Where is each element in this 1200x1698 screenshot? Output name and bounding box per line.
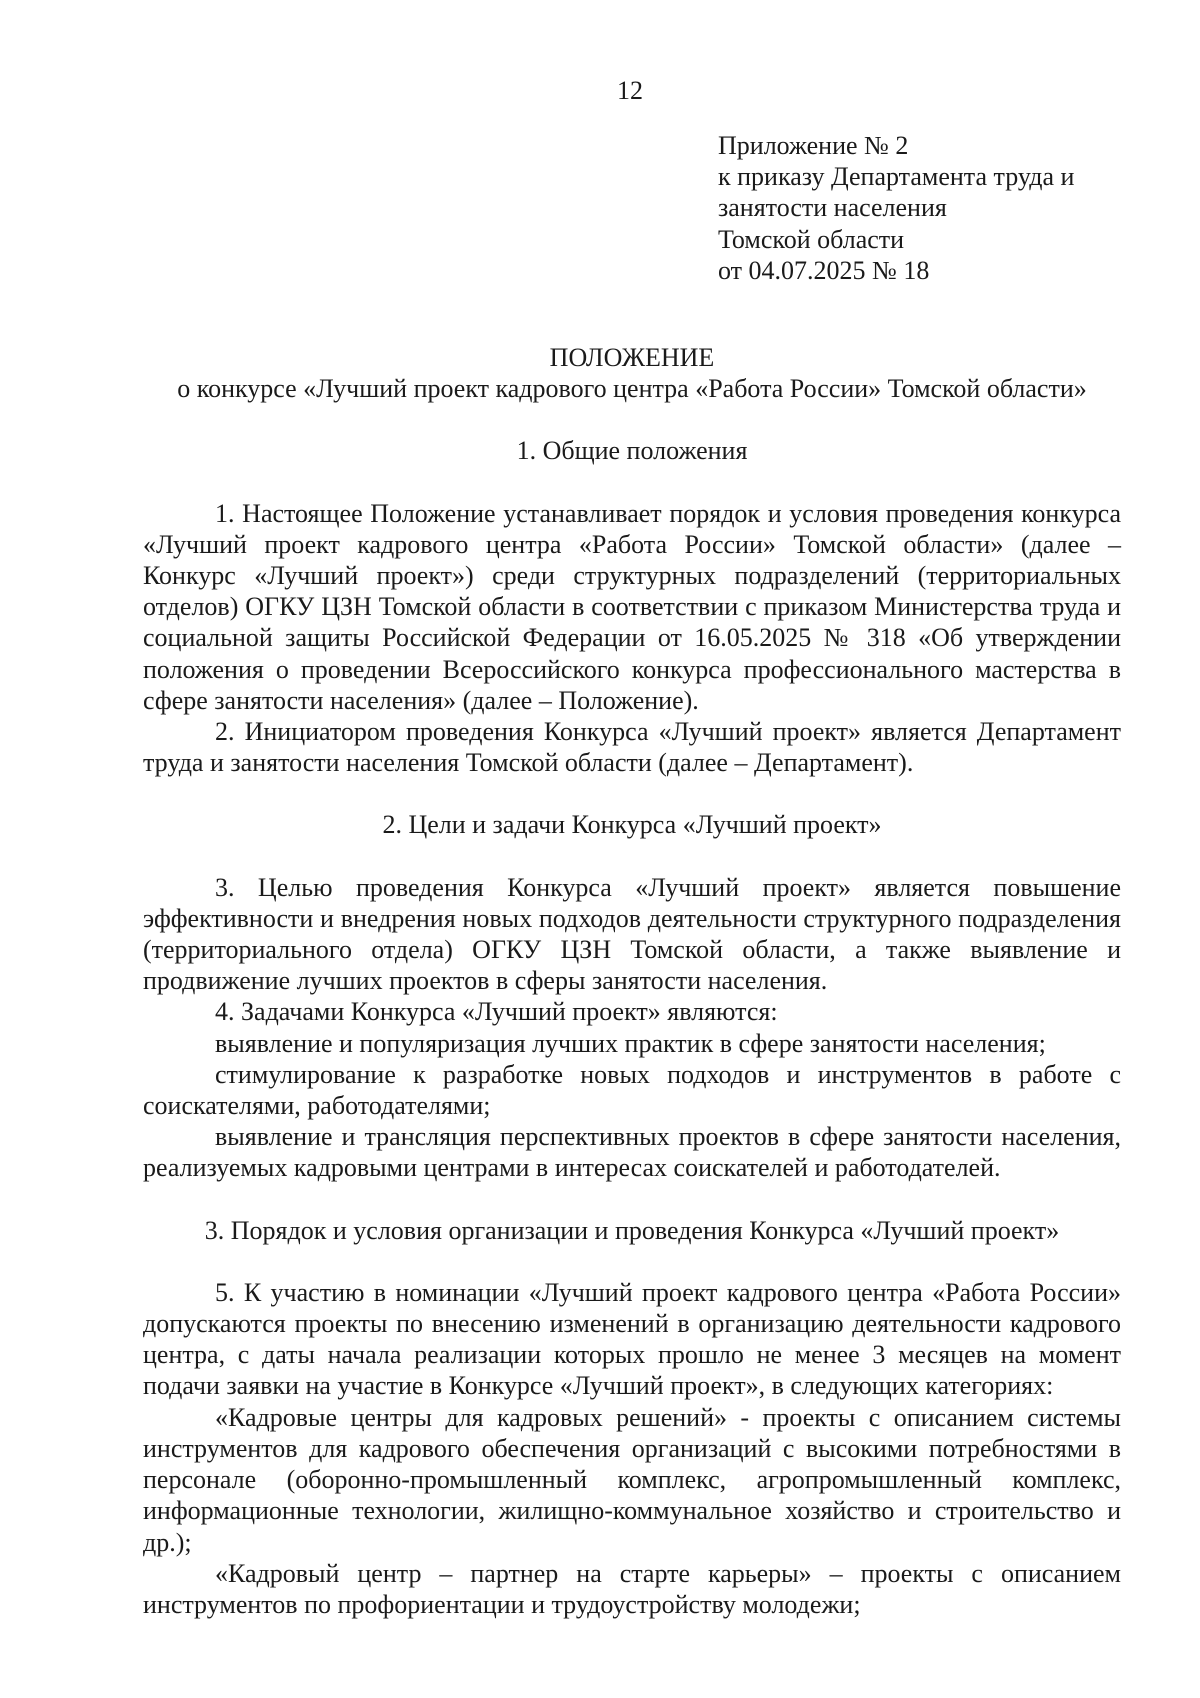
paragraph: 1. Настоящее Положение устанавливает порядок и условия проведения конкурса «Лучший проект кадрового центра «Работа России» Томской области» (далее – Конкурс «Лучший проект») среди структурных подразделений (территориальных отделов) ОГКУ ЦЗН Томской области в соответствии с приказом Министерства труда и социальной защиты Российской Федерации от 16.05.2025 № 318 «Об утверждении положения о проведении Всероссийского конкурса профессионального мастерства в сфере занятости населения» (далее – Положение). — [143, 498, 1121, 715]
appendix-line: Томской области — [718, 224, 905, 254]
paragraph: выявление и трансляция перспективных проектов в сфере занятости населения, реализуемых кадровыми центрами в интересах соискателей и работодателей. — [143, 1122, 1121, 1183]
paragraph: «Кадровые центры для кадровых решений» - проекты с описанием системы инструментов для кадрового обеспечения организаций с высокими потребностями в персонале (оборонно-промышленный комплекс, агропромышленный комплекс, информационные технологии, жилищно-коммунальное хозяйство и строительство и др.); — [143, 1402, 1121, 1557]
appendix-block — [718, 130, 1074, 286]
paragraph: «Кадровый центр – партнер на старте карьеры» – проекты с описанием инструментов по профориентации и трудоустройству молодежи; — [143, 1558, 1121, 1619]
document-title: ПОЛОЖЕНИЕ — [549, 343, 715, 372]
appendix-line: от 04.07.2025 № 18 — [718, 255, 930, 285]
page-number: 12 — [617, 76, 643, 105]
paragraph: выявление и популяризация лучших практик в сфере занятости населения; — [215, 1028, 1046, 1058]
appendix-line: занятости населения — [718, 193, 947, 223]
paragraph: 4. Задачами Конкурса «Лучший проект» являются: — [215, 997, 778, 1027]
section-procedure — [143, 1215, 1121, 1620]
section-heading: 1. Общие положения — [516, 436, 748, 466]
section-heading: 2. Цели и задачи Конкурса «Лучший проект» — [382, 810, 882, 840]
paragraph: 5. К участию в номинации «Лучший проект кадрового центра «Работа России» допускаются проекты по внесению изменений в организацию деятельности кадрового центра, с даты начала реализации которых прошло не менее 3 месяцев на момент подачи заявки на участие в Конкурсе «Лучший проект», в следующих категориях: — [143, 1277, 1121, 1401]
document-body — [143, 342, 1121, 1620]
appendix-line: к приказу Департамента труда и — [718, 162, 1075, 192]
document-subtitle: о конкурсе «Лучший проект кадрового центра «Работа России» Томской области» — [177, 374, 1087, 404]
section-heading: 3. Порядок и условия организации и проведения Конкурса «Лучший проект» — [204, 1215, 1060, 1245]
paragraph: 2. Инициатором проведения Конкурса «Лучший проект» является Департамент труда и занятости населения Томской области (далее – Департамент). — [143, 717, 1121, 778]
paragraph: 3. Целью проведения Конкурса «Лучший проект» является повышение эффективности и внедрения новых подходов деятельности структурного подразделения (территориального отдела) ОГКУ ЦЗН Томской области, а также выявление и продвижение лучших проектов в сферы занятости населения. — [143, 872, 1121, 996]
section-goals — [143, 809, 1121, 1183]
appendix-line: Приложение № 2 — [718, 131, 909, 160]
paragraph: стимулирование к разработке новых подходов и инструментов в работе с соискателями, работодателями; — [143, 1059, 1121, 1121]
section-general — [143, 435, 1121, 778]
